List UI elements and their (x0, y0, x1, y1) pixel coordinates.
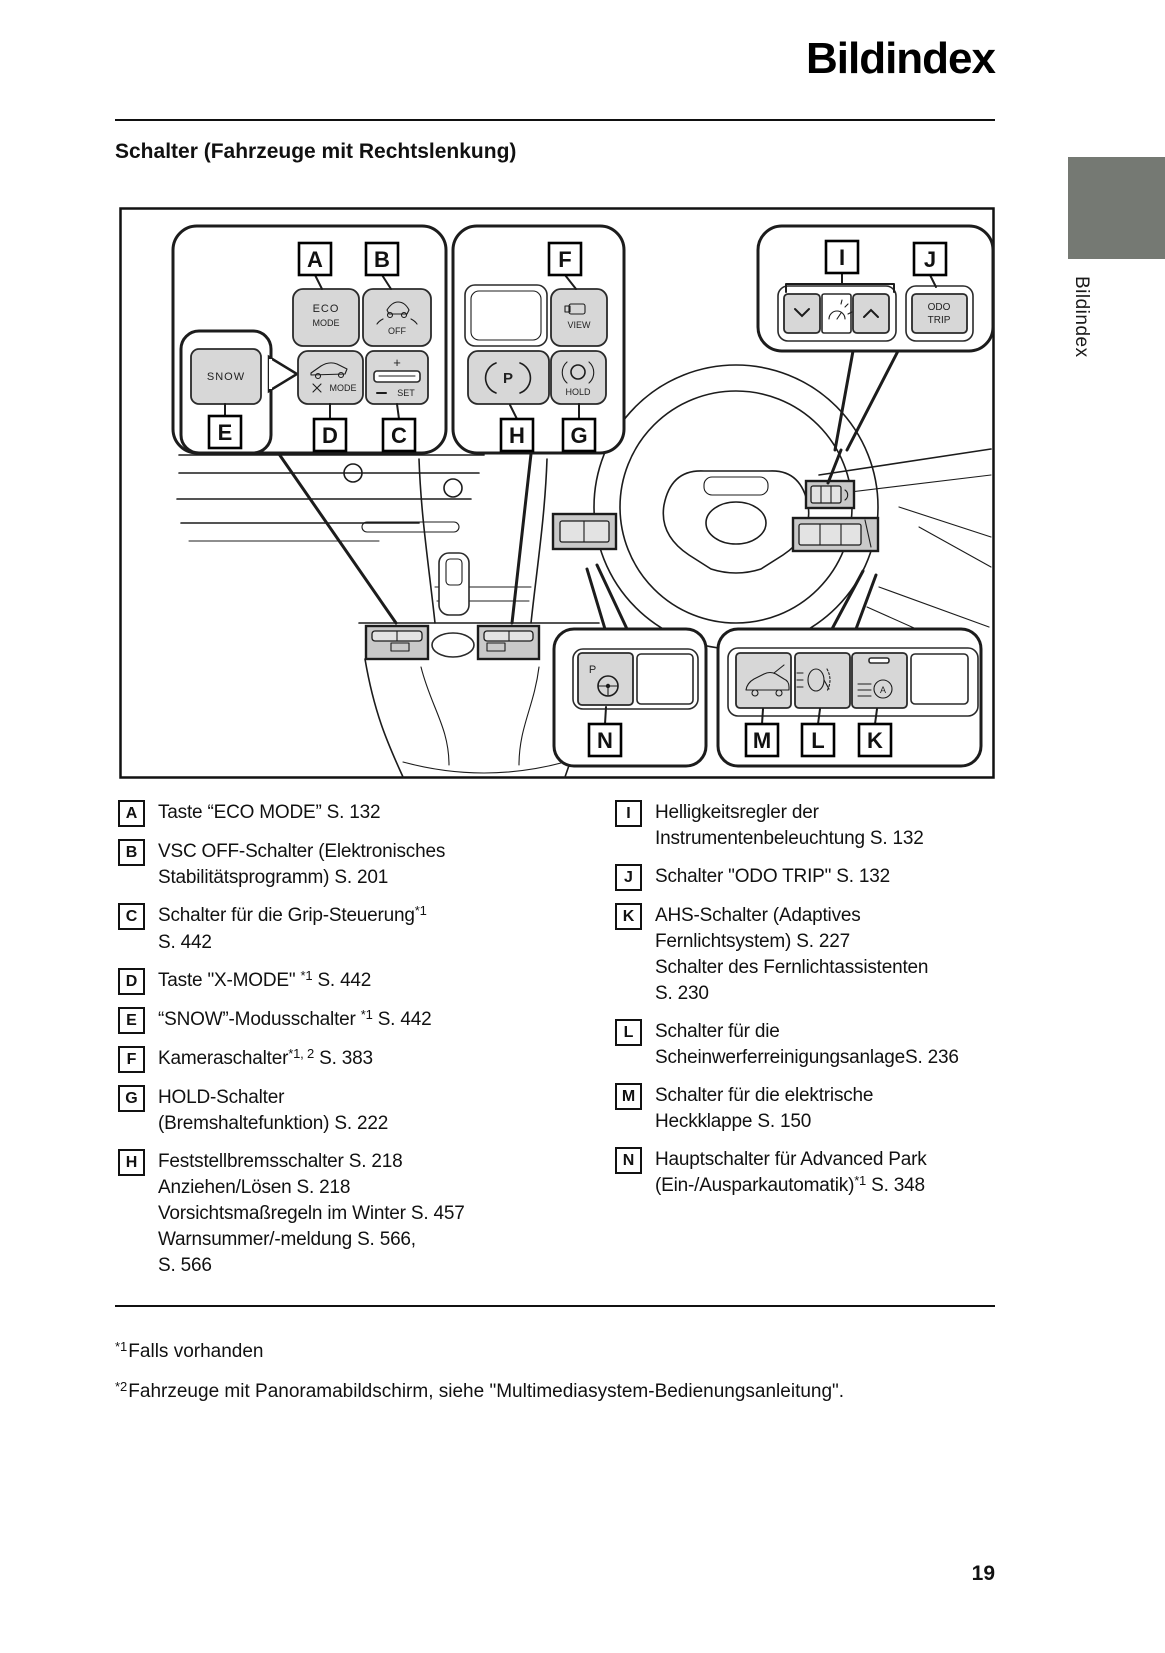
chapter-tab-label: Bildindex (1071, 276, 1092, 358)
legend-letter-box: F (118, 1046, 145, 1073)
ahs-button (852, 653, 907, 708)
footnote-2-marker: *2 (115, 1379, 128, 1394)
svg-text:H: H (509, 423, 525, 448)
legend-letter-box: I (615, 800, 642, 827)
legend-item-h (118, 1149, 583, 1279)
legend-entry-text: HOLD-Schalter (Bremshaltefunktion) S. 222 (158, 1087, 389, 1134)
section-heading: Schalter (Fahrzeuge mit Rechtslenkung) (115, 140, 517, 163)
legend-entry-text: Schalter für die ScheinwerferreinigungsanlageS. 236 (655, 1021, 959, 1068)
label-C (383, 419, 415, 451)
svg-text:+: + (393, 355, 401, 370)
svg-text:E: E (217, 420, 233, 445)
label-N (589, 724, 621, 756)
legend-entry-text: Schalter für die elektrische Heckklappe S. 150 (655, 1085, 874, 1132)
label-H (501, 419, 533, 451)
legend-entry-text: Helligkeitsregler der Instrumentenbeleuchtung S. 132 (655, 802, 924, 849)
svg-text:C: C (391, 423, 407, 448)
svg-text:HOLD: HOLD (565, 387, 591, 397)
legend-item-m (615, 1083, 1005, 1135)
grip-control-switch (366, 351, 428, 404)
legend-letter-box: D (118, 968, 145, 995)
svg-text:A: A (879, 685, 887, 695)
legend-letter-box: B (118, 839, 145, 866)
vsc-off-button (363, 289, 431, 346)
legend-entry-text: Schalter "ODO TRIP" S. 132 (655, 866, 890, 887)
svg-text:G: G (570, 423, 588, 448)
snow-mode-button (191, 349, 261, 404)
legend-item-k (615, 903, 1005, 1007)
legend-item-a (118, 800, 583, 827)
label-J (914, 243, 946, 275)
label-I (826, 241, 858, 273)
legend-entry-text: Hauptschalter für Advanced Park (Ein-/Ausparkautomatik)$^{*1}$ S. 348 (655, 1149, 927, 1196)
legend-item-f (118, 1046, 583, 1073)
legend-letter-box: G (118, 1085, 145, 1112)
label-G (563, 419, 595, 451)
svg-text:D: D (322, 423, 338, 448)
power-back-door-button (736, 653, 791, 708)
instrument-brightness-switches (778, 286, 896, 341)
legend-item-d (118, 968, 583, 995)
footer-divider (115, 1305, 995, 1307)
legend-entry-text: VSC OFF-Schalter (Elektronisches Stabilitätsprogramm) S. 201 (158, 841, 446, 888)
parking-brake-button (468, 351, 549, 404)
legend-item-n (615, 1147, 1005, 1200)
svg-text:P: P (588, 664, 598, 676)
svg-text:TRIP: TRIP (927, 315, 951, 326)
camera-view-button (551, 289, 607, 346)
legend-entry-text: Schalter für die Grip-Steuerung$^{*1}$ S. 442 (158, 903, 427, 953)
label-L (802, 724, 834, 756)
svg-text:OFF: OFF (388, 326, 406, 336)
legend-item-b (118, 839, 583, 891)
blank-button (911, 654, 968, 704)
footnote-1-marker: *1 (115, 1339, 128, 1354)
legend-letter-box: K (615, 903, 642, 930)
highlight-panel-advanced-park (553, 514, 616, 549)
legend-entry-text: Kameraschalter$^{*1, 2}$ S. 383 (158, 1046, 373, 1069)
switch-location-diagram (119, 207, 995, 779)
x-mode-button (298, 351, 363, 404)
svg-text:L: L (811, 728, 825, 753)
label-B (366, 243, 398, 275)
legend-item-c (118, 903, 583, 956)
svg-text:SNOW: SNOW (206, 371, 246, 383)
svg-text:I: I (838, 245, 846, 270)
svg-text:F: F (558, 247, 572, 272)
legend-item-i (615, 800, 1005, 852)
legend-entry-text: Taste “ECO MODE” S. 132 (158, 802, 381, 823)
legend-column-left (118, 800, 583, 1291)
svg-text:K: K (867, 728, 883, 753)
svg-text:A: A (307, 247, 323, 272)
svg-text:ECO: ECO (312, 303, 340, 315)
highlight-panel-light-switches (793, 518, 878, 551)
label-E (209, 416, 241, 448)
legend-entry-text: Feststellbremsschalter S. 218 Anziehen/Lösen S. 218 Vorsichtsmaßregeln im Winter S. 457 Warnsummer/-meldung S. 566, S. 566 (158, 1151, 465, 1276)
svg-text:SET: SET (397, 388, 415, 398)
odo-trip-button (906, 286, 973, 341)
header-divider (115, 119, 995, 121)
display-screen-shape (465, 285, 547, 346)
highlight-panel-instrument-brightness (806, 481, 854, 508)
legend-letter-box: E (118, 1007, 145, 1034)
legend-entry-text: AHS-Schalter (Adaptives Fernlichtsystem) S. 227 Schalter des Fernlichtassistenten S. 230 (655, 905, 929, 1004)
pointer-joint (269, 359, 272, 389)
svg-text:MODE: MODE (329, 383, 357, 393)
headlight-cleaner-button (795, 653, 850, 708)
legend-entry-text: “SNOW”-Modusschalter $^{*1}$ S. 442 (158, 1007, 432, 1030)
blank-button (637, 654, 693, 704)
label-M (746, 724, 778, 756)
highlight-panel-console-left (366, 626, 428, 659)
indicator-slot (869, 658, 889, 663)
advanced-park-button (573, 649, 698, 709)
eco-mode-button (293, 289, 359, 346)
label-K (859, 724, 891, 756)
legend-letter-box: C (118, 903, 145, 930)
footnote-1 (115, 1341, 264, 1363)
label-A (299, 243, 331, 275)
svg-text:VIEW: VIEW (567, 320, 591, 330)
legend-letter-box: J (615, 864, 642, 891)
legend-letter-box: M (615, 1083, 642, 1110)
legend-column-right (615, 800, 1005, 1212)
footnote-2 (115, 1381, 844, 1403)
svg-text:ODO: ODO (927, 302, 951, 313)
svg-text:J: J (923, 247, 937, 272)
legend-item-g (118, 1085, 583, 1137)
page-title: Bildindex (805, 34, 995, 83)
label-F (549, 243, 581, 275)
legend-letter-box: A (118, 800, 145, 827)
svg-text:B: B (374, 247, 390, 272)
svg-text:N: N (597, 728, 613, 753)
page-number: 19 (971, 1562, 995, 1585)
footnote-1-text: Falls vorhanden (128, 1341, 264, 1362)
brake-hold-button (551, 351, 606, 404)
label-D (314, 419, 346, 451)
svg-text:M: M (752, 728, 772, 753)
svg-text:P: P (502, 370, 514, 387)
light-switch-row (728, 648, 978, 716)
legend-item-e (118, 1007, 583, 1034)
legend-item-j (615, 864, 1005, 891)
legend-letter-box: H (118, 1149, 145, 1176)
svg-text:MODE: MODE (312, 318, 340, 328)
footnote-2-text: Fahrzeuge mit Panoramabildschirm, siehe "Multimediasystem-Bedienungsanleitung". (128, 1381, 845, 1402)
legend-letter-box: L (615, 1019, 642, 1046)
legend-letter-box: N (615, 1147, 642, 1174)
chapter-tab-marker (1068, 157, 1165, 259)
legend-entry-text: Taste "X-MODE" $^{*1}$ S. 442 (158, 968, 372, 991)
legend-item-l (615, 1019, 1005, 1071)
highlight-panel-console-right (478, 626, 539, 659)
